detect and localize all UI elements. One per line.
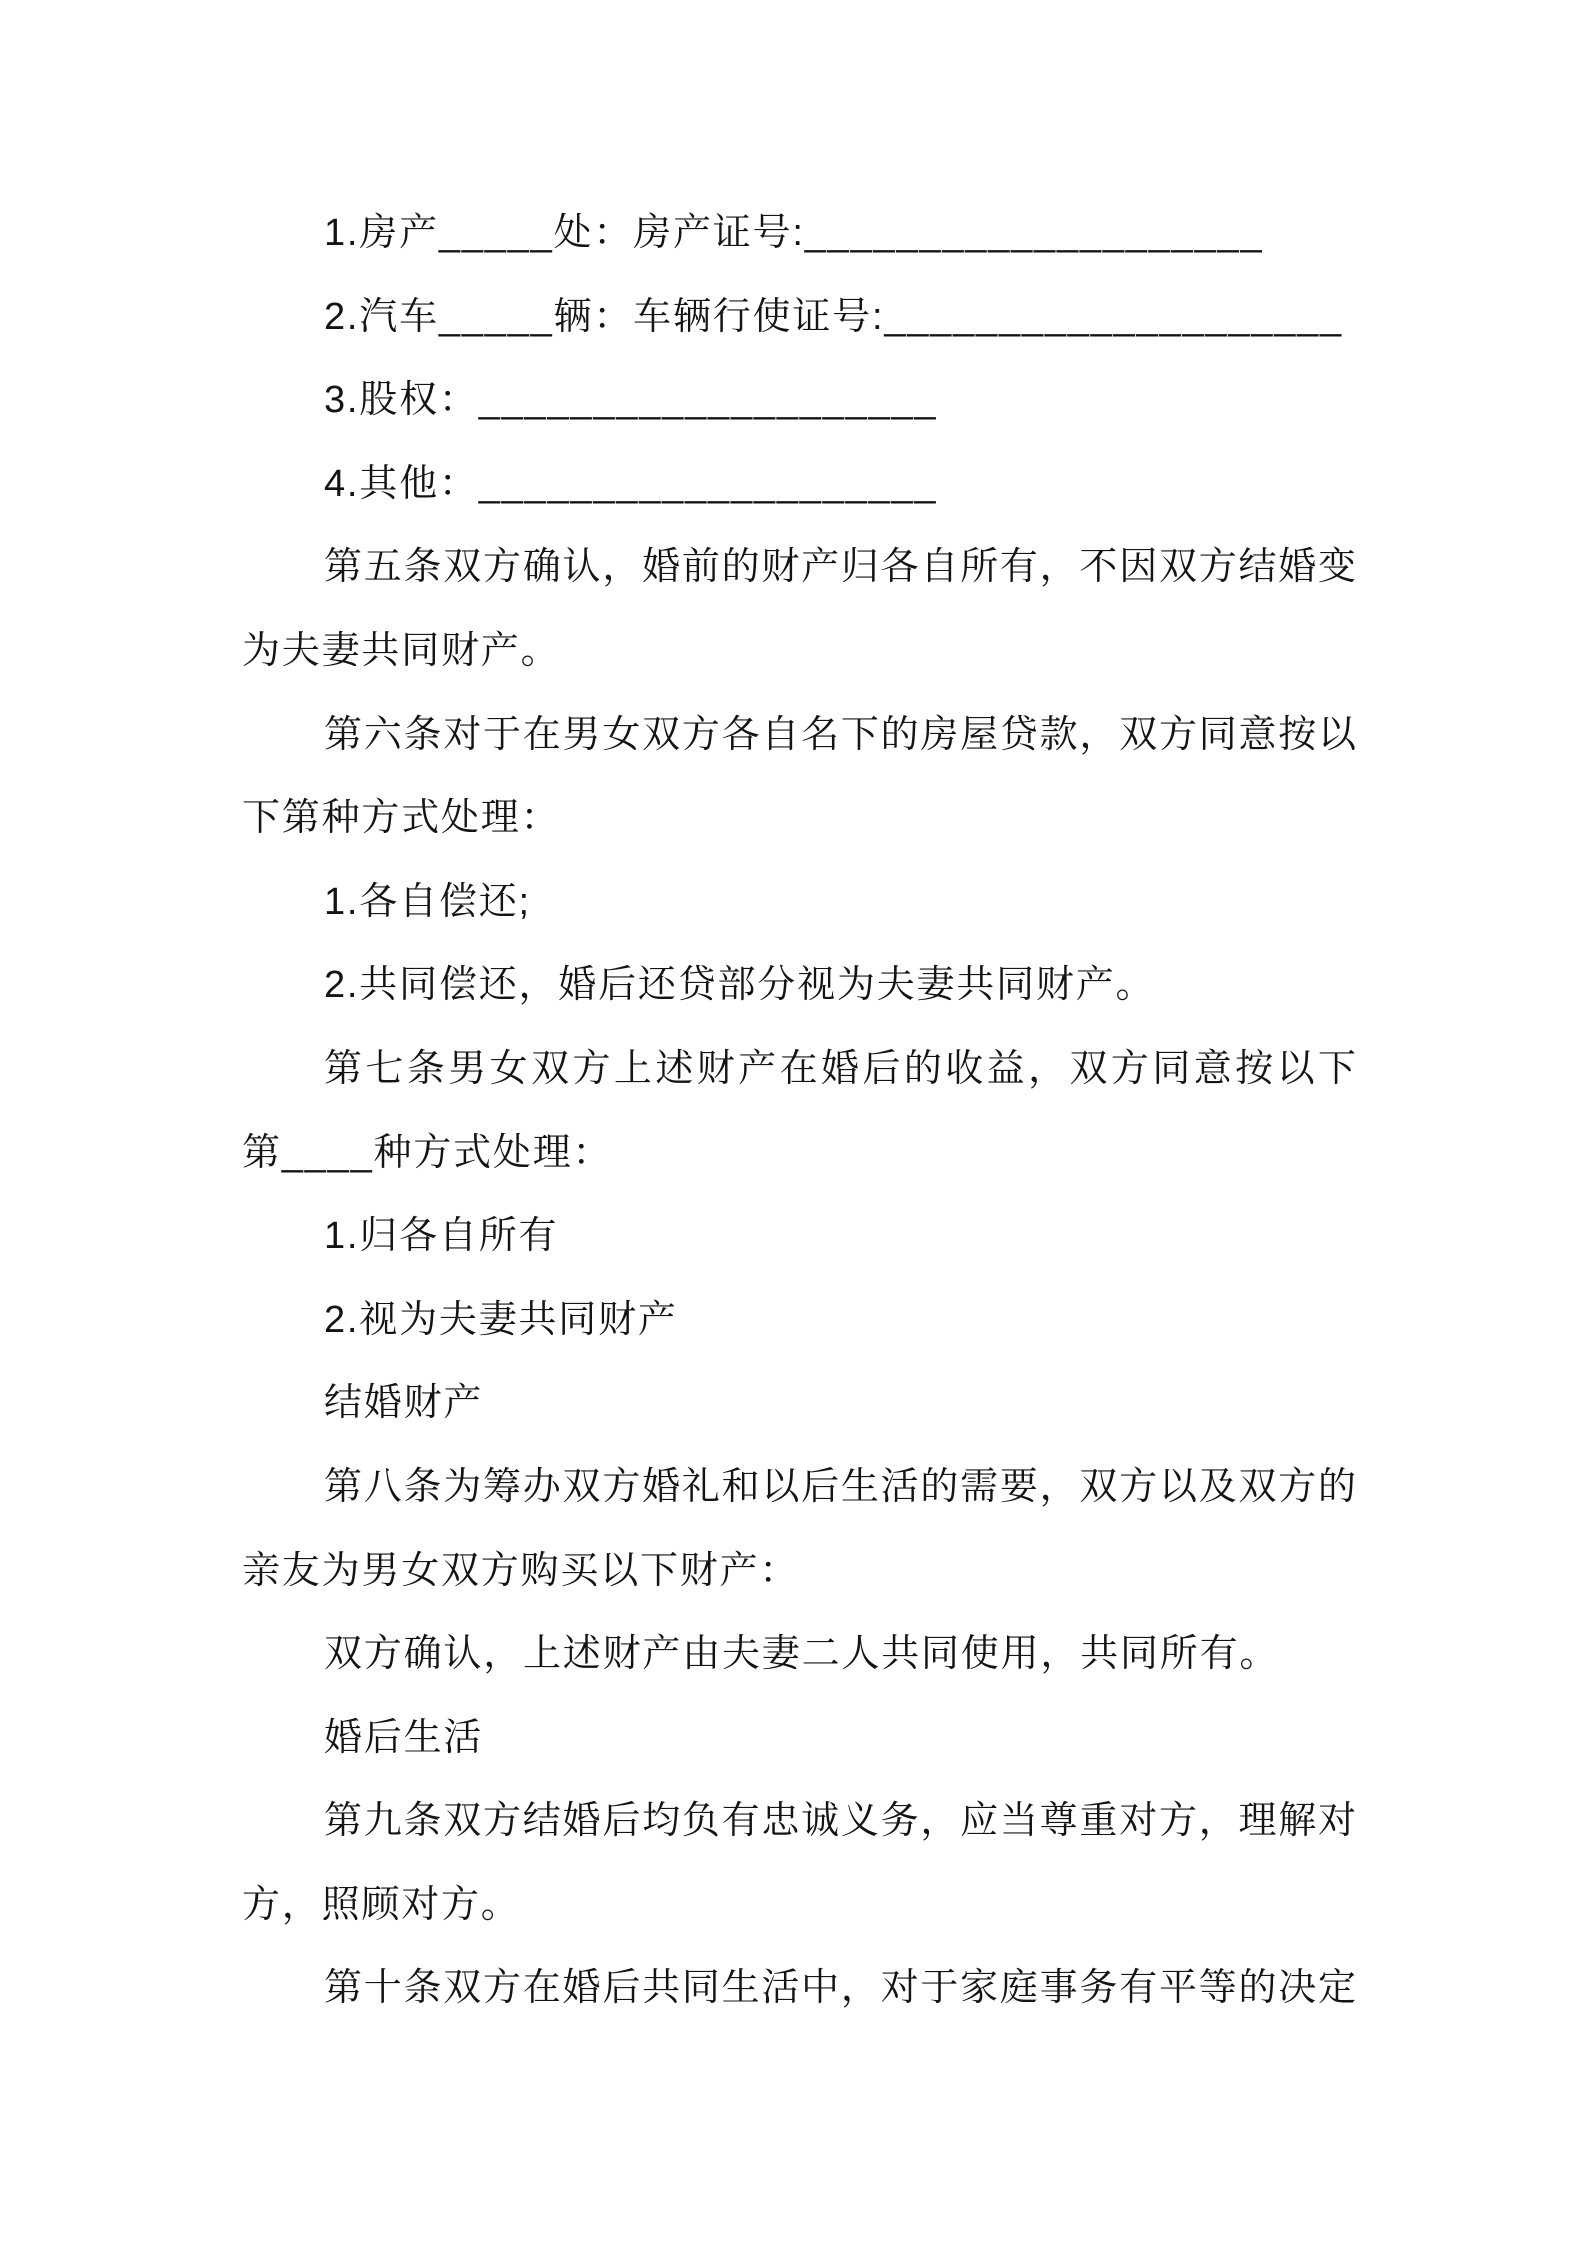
article-5-line-1: 第五条双方确认，婚前的财产归各自所有，不因双方结婚变: [324, 546, 1356, 589]
article-5-line-2: 为夫妻共同财产。: [242, 629, 561, 672]
article-8-confirmation: 双方确认，上述财产由夫妻二人共同使用，共同所有。: [324, 1633, 1280, 1676]
document-page: [242, 192, 1356, 2031]
article-8-line-1: 第八条为筹办双方婚礼和以后生活的需要，双方以及双方的: [324, 1465, 1356, 1508]
article-7-line-1: 第七条男女双方上述财产在婚后的收益，双方同意按以下: [324, 1047, 1356, 1090]
section-heading-married-life: 婚后生活: [324, 1716, 484, 1759]
article-6-line-1: 第六条对于在男女双方各自名下的房屋贷款，双方同意按以: [324, 713, 1356, 756]
list-item-own-separately: 1.归各自所有: [324, 1215, 559, 1258]
article-6-line-2: 下第种方式处理：: [242, 797, 561, 840]
list-item-car: 2.汽车_____辆：车辆行使证号:____________________: [324, 295, 1343, 338]
article-8-line-2: 亲友为男女双方购买以下财产：: [242, 1549, 800, 1592]
list-item-joint-property: 2.视为夫妻共同财产: [324, 1298, 678, 1341]
list-item-repay-separately: 1.各自偿还;: [324, 880, 531, 923]
list-item-house: 1.房产_____处：房产证号:____________________: [324, 212, 1264, 254]
list-item-other: 4.其他：____________________: [324, 462, 938, 505]
section-heading-marriage-property: 结婚财产: [324, 1382, 484, 1425]
list-item-equity: 3.股权：____________________: [324, 379, 938, 422]
article-10-line-1: 第十条双方在婚后共同生活中，对于家庭事务有平等的决定: [324, 1967, 1356, 2010]
list-item-repay-jointly: 2.共同偿还，婚后还贷部分视为夫妻共同财产。: [324, 964, 1156, 1007]
article-9-line-2: 方，照顾对方。: [242, 1883, 521, 1926]
article-9-line-1: 第九条双方结婚后均负有忠诚义务，应当尊重对方，理解对: [324, 1800, 1356, 1843]
article-7-line-2: 第____种方式处理：: [242, 1131, 613, 1174]
